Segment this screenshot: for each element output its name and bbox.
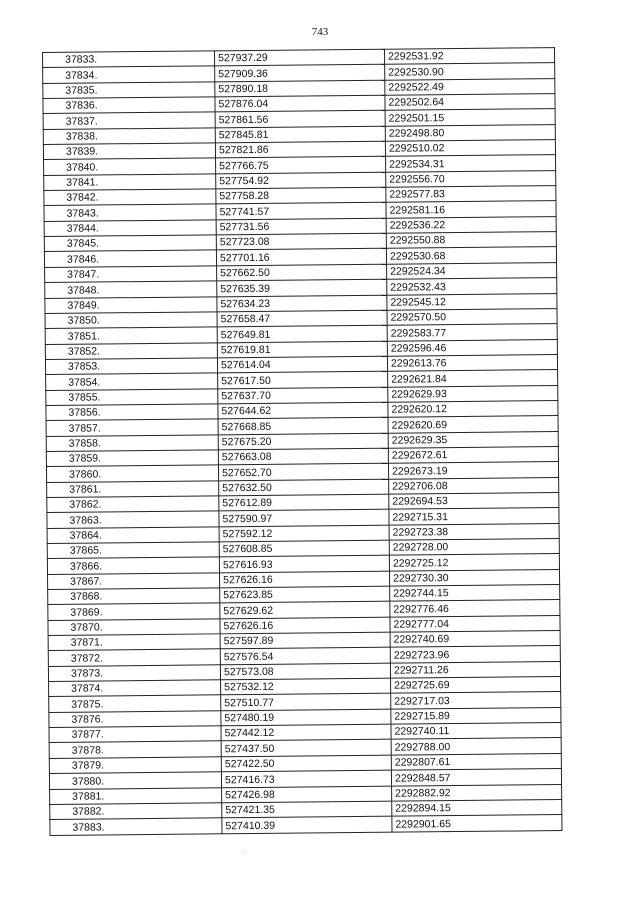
x-coordinate-cell: 527608.85 (219, 540, 389, 557)
x-coordinate-cell: 527662.50 (217, 264, 387, 281)
point-number-cell: 37849. (45, 296, 217, 313)
y-coordinate-cell: 2292534.31 (386, 155, 556, 172)
y-coordinate-cell: 2292706.08 (389, 477, 559, 494)
y-coordinate-cell: 2292556.70 (386, 170, 556, 187)
point-number-cell: 37837. (43, 112, 215, 129)
y-coordinate-cell: 2292577.83 (386, 186, 556, 203)
x-coordinate-cell: 527637.70 (218, 387, 388, 404)
y-coordinate-cell: 2292532.43 (387, 278, 557, 295)
y-coordinate-cell: 2292530.68 (386, 247, 556, 264)
point-number-cell: 37851. (45, 327, 217, 344)
point-number-cell: 37833. (43, 51, 215, 68)
y-coordinate-cell: 2292570.50 (387, 308, 557, 325)
x-coordinate-cell: 527741.57 (216, 203, 386, 220)
y-coordinate-cell: 2292629.93 (388, 385, 558, 402)
x-coordinate-cell: 527635.39 (217, 279, 387, 296)
point-number-cell: 37864. (47, 526, 219, 543)
y-coordinate-cell: 2292545.12 (387, 293, 557, 310)
x-coordinate-cell: 527723.08 (216, 233, 386, 250)
x-coordinate-cell: 527890.18 (215, 80, 385, 97)
point-number-cell: 37861. (47, 480, 219, 497)
point-number-cell: 37878. (49, 741, 221, 758)
y-coordinate-cell: 2292621.84 (388, 370, 558, 387)
y-coordinate-cell: 2292711.26 (390, 661, 560, 678)
y-coordinate-cell: 2292581.16 (386, 201, 556, 218)
point-number-cell: 37866. (47, 557, 219, 574)
coordinates-table (42, 47, 562, 835)
x-coordinate-cell: 527480.19 (221, 709, 391, 726)
y-coordinate-cell: 2292725.69 (391, 677, 561, 694)
point-number-cell: 37872. (48, 649, 220, 666)
y-coordinate-cell: 2292498.80 (385, 124, 555, 141)
point-number-cell: 37852. (45, 342, 217, 359)
y-coordinate-cell: 2292620.69 (388, 416, 558, 433)
x-coordinate-cell: 527634.23 (217, 295, 387, 312)
x-coordinate-cell: 527590.97 (219, 510, 389, 527)
y-coordinate-cell: 2292776.46 (390, 600, 560, 617)
point-number-cell: 37868. (48, 588, 220, 605)
point-number-cell: 37883. (50, 818, 222, 835)
coordinates-table-body (43, 48, 562, 835)
y-coordinate-cell: 2292894.15 (392, 799, 562, 816)
point-number-cell: 37834. (43, 66, 215, 83)
point-number-cell: 37844. (44, 220, 216, 237)
x-coordinate-cell: 527754.92 (216, 172, 386, 189)
x-coordinate-cell: 527422.50 (221, 755, 391, 772)
y-coordinate-cell: 2292524.34 (387, 262, 557, 279)
point-number-cell: 37847. (45, 266, 217, 283)
y-coordinate-cell: 2292848.57 (391, 769, 561, 786)
y-coordinate-cell: 2292694.53 (389, 493, 559, 510)
y-coordinate-cell: 2292723.96 (390, 646, 560, 663)
x-coordinate-cell: 527861.56 (215, 111, 385, 128)
x-coordinate-cell: 527632.50 (219, 479, 389, 496)
y-coordinate-cell: 2292788.00 (391, 738, 561, 755)
y-coordinate-cell: 2292502.64 (385, 94, 555, 111)
point-number-cell: 37860. (46, 465, 218, 482)
x-coordinate-cell: 527426.98 (222, 786, 392, 803)
x-coordinate-cell: 527510.77 (221, 694, 391, 711)
x-coordinate-cell: 527675.20 (218, 433, 388, 450)
x-coordinate-cell: 527592.12 (219, 525, 389, 542)
x-coordinate-cell: 527845.81 (215, 126, 385, 143)
y-coordinate-cell: 2292522.49 (385, 78, 555, 95)
x-coordinate-cell: 527612.89 (219, 494, 389, 511)
point-number-cell: 37874. (49, 680, 221, 697)
point-number-cell: 37880. (49, 772, 221, 789)
point-number-cell: 37835. (43, 82, 215, 99)
point-number-cell: 37865. (47, 542, 219, 559)
x-coordinate-cell: 527573.08 (220, 663, 390, 680)
point-number-cell: 37857. (46, 419, 218, 436)
y-coordinate-cell: 2292725.12 (389, 554, 559, 571)
x-coordinate-cell: 527616.93 (219, 556, 389, 573)
y-coordinate-cell: 2292620.12 (388, 400, 558, 417)
y-coordinate-cell: 2292530.90 (385, 63, 555, 80)
point-number-cell: 37838. (43, 128, 215, 145)
point-number-cell: 37877. (49, 726, 221, 743)
x-coordinate-cell: 527623.85 (220, 586, 390, 603)
y-coordinate-cell: 2292740.69 (390, 631, 560, 648)
x-coordinate-cell: 527421.35 (222, 801, 392, 818)
x-coordinate-cell: 527766.75 (216, 157, 386, 174)
y-coordinate-cell: 2292744.15 (390, 585, 560, 602)
x-coordinate-cell: 527629.62 (220, 602, 390, 619)
y-coordinate-cell: 2292583.77 (387, 324, 557, 341)
y-coordinate-cell: 2292613.76 (387, 354, 557, 371)
y-coordinate-cell: 2292730.30 (389, 569, 559, 586)
y-coordinate-cell: 2292715.31 (389, 508, 559, 525)
x-coordinate-cell: 527626.16 (220, 617, 390, 634)
x-coordinate-cell: 527619.81 (217, 341, 387, 358)
point-number-cell: 37850. (45, 312, 217, 329)
point-number-cell: 37870. (48, 619, 220, 636)
x-coordinate-cell: 527663.08 (218, 448, 388, 465)
point-number-cell: 37862. (47, 496, 219, 513)
x-coordinate-cell: 527597.89 (220, 632, 390, 649)
point-number-cell: 37846. (44, 250, 216, 267)
point-number-cell: 37839. (43, 143, 215, 160)
point-number-cell: 37871. (48, 634, 220, 651)
x-coordinate-cell: 527617.50 (218, 371, 388, 388)
x-coordinate-cell: 527576.54 (220, 648, 390, 665)
y-coordinate-cell: 2292882.92 (392, 784, 562, 801)
x-coordinate-cell: 527410.39 (222, 816, 392, 833)
y-coordinate-cell: 2292740.11 (391, 723, 561, 740)
x-coordinate-cell: 527614.04 (217, 356, 387, 373)
scan-mark: - (244, 850, 246, 856)
x-coordinate-cell: 527626.16 (220, 571, 390, 588)
x-coordinate-cell: 527442.12 (221, 724, 391, 741)
point-number-cell: 37875. (49, 695, 221, 712)
point-number-cell: 37836. (43, 97, 215, 114)
point-number-cell: 37841. (44, 174, 216, 191)
point-number-cell: 37842. (44, 189, 216, 206)
point-number-cell: 37854. (46, 373, 218, 390)
y-coordinate-cell: 2292510.02 (385, 140, 555, 157)
y-coordinate-cell: 2292629.35 (388, 431, 558, 448)
y-coordinate-cell: 2292728.00 (389, 539, 559, 556)
x-coordinate-cell: 527701.16 (216, 249, 386, 266)
x-coordinate-cell: 527876.04 (215, 95, 385, 112)
coordinates-table-wrapper (42, 47, 561, 835)
x-coordinate-cell: 527758.28 (216, 187, 386, 204)
y-coordinate-cell: 2292596.46 (387, 339, 557, 356)
x-coordinate-cell: 527437.50 (221, 740, 391, 757)
y-coordinate-cell: 2292536.22 (386, 216, 556, 233)
page-number: 743 (311, 26, 329, 38)
y-coordinate-cell: 2292531.92 (384, 48, 554, 65)
x-coordinate-cell: 527416.73 (221, 770, 391, 787)
point-number-cell: 37869. (48, 603, 220, 620)
point-number-cell: 37873. (48, 665, 220, 682)
point-number-cell: 37840. (44, 158, 216, 175)
y-coordinate-cell: 2292717.03 (391, 692, 561, 709)
point-number-cell: 37855. (46, 388, 218, 405)
x-coordinate-cell: 527731.56 (216, 218, 386, 235)
point-number-cell: 37876. (49, 711, 221, 728)
point-number-cell: 37882. (50, 803, 222, 820)
y-coordinate-cell: 2292550.88 (386, 232, 556, 249)
y-coordinate-cell: 2292807.61 (391, 753, 561, 770)
point-number-cell: 37863. (47, 511, 219, 528)
y-coordinate-cell: 2292673.19 (388, 462, 558, 479)
point-number-cell: 37848. (45, 281, 217, 298)
point-number-cell: 37843. (44, 204, 216, 221)
y-coordinate-cell: 2292723.38 (389, 523, 559, 540)
x-coordinate-cell: 527649.81 (217, 325, 387, 342)
y-coordinate-cell: 2292715.89 (391, 707, 561, 724)
y-coordinate-cell: 2292777.04 (390, 615, 560, 632)
x-coordinate-cell: 527909.36 (215, 65, 385, 82)
x-coordinate-cell: 527532.12 (221, 678, 391, 695)
point-number-cell: 37879. (49, 757, 221, 774)
y-coordinate-cell: 2292901.65 (392, 815, 562, 832)
x-coordinate-cell: 527644.62 (218, 402, 388, 419)
x-coordinate-cell: 527658.47 (217, 310, 387, 327)
point-number-cell: 37881. (50, 787, 222, 804)
x-coordinate-cell: 527652.70 (218, 463, 388, 480)
point-number-cell: 37853. (45, 358, 217, 375)
point-number-cell: 37858. (46, 434, 218, 451)
point-number-cell: 37856. (46, 404, 218, 421)
x-coordinate-cell: 527821.86 (215, 141, 385, 158)
x-coordinate-cell: 527937.29 (214, 49, 384, 66)
point-number-cell: 37867. (48, 573, 220, 590)
point-number-cell: 37859. (46, 450, 218, 467)
x-coordinate-cell: 527668.85 (218, 417, 388, 434)
y-coordinate-cell: 2292501.15 (385, 109, 555, 126)
point-number-cell: 37845. (44, 235, 216, 252)
y-coordinate-cell: 2292672.61 (388, 446, 558, 463)
